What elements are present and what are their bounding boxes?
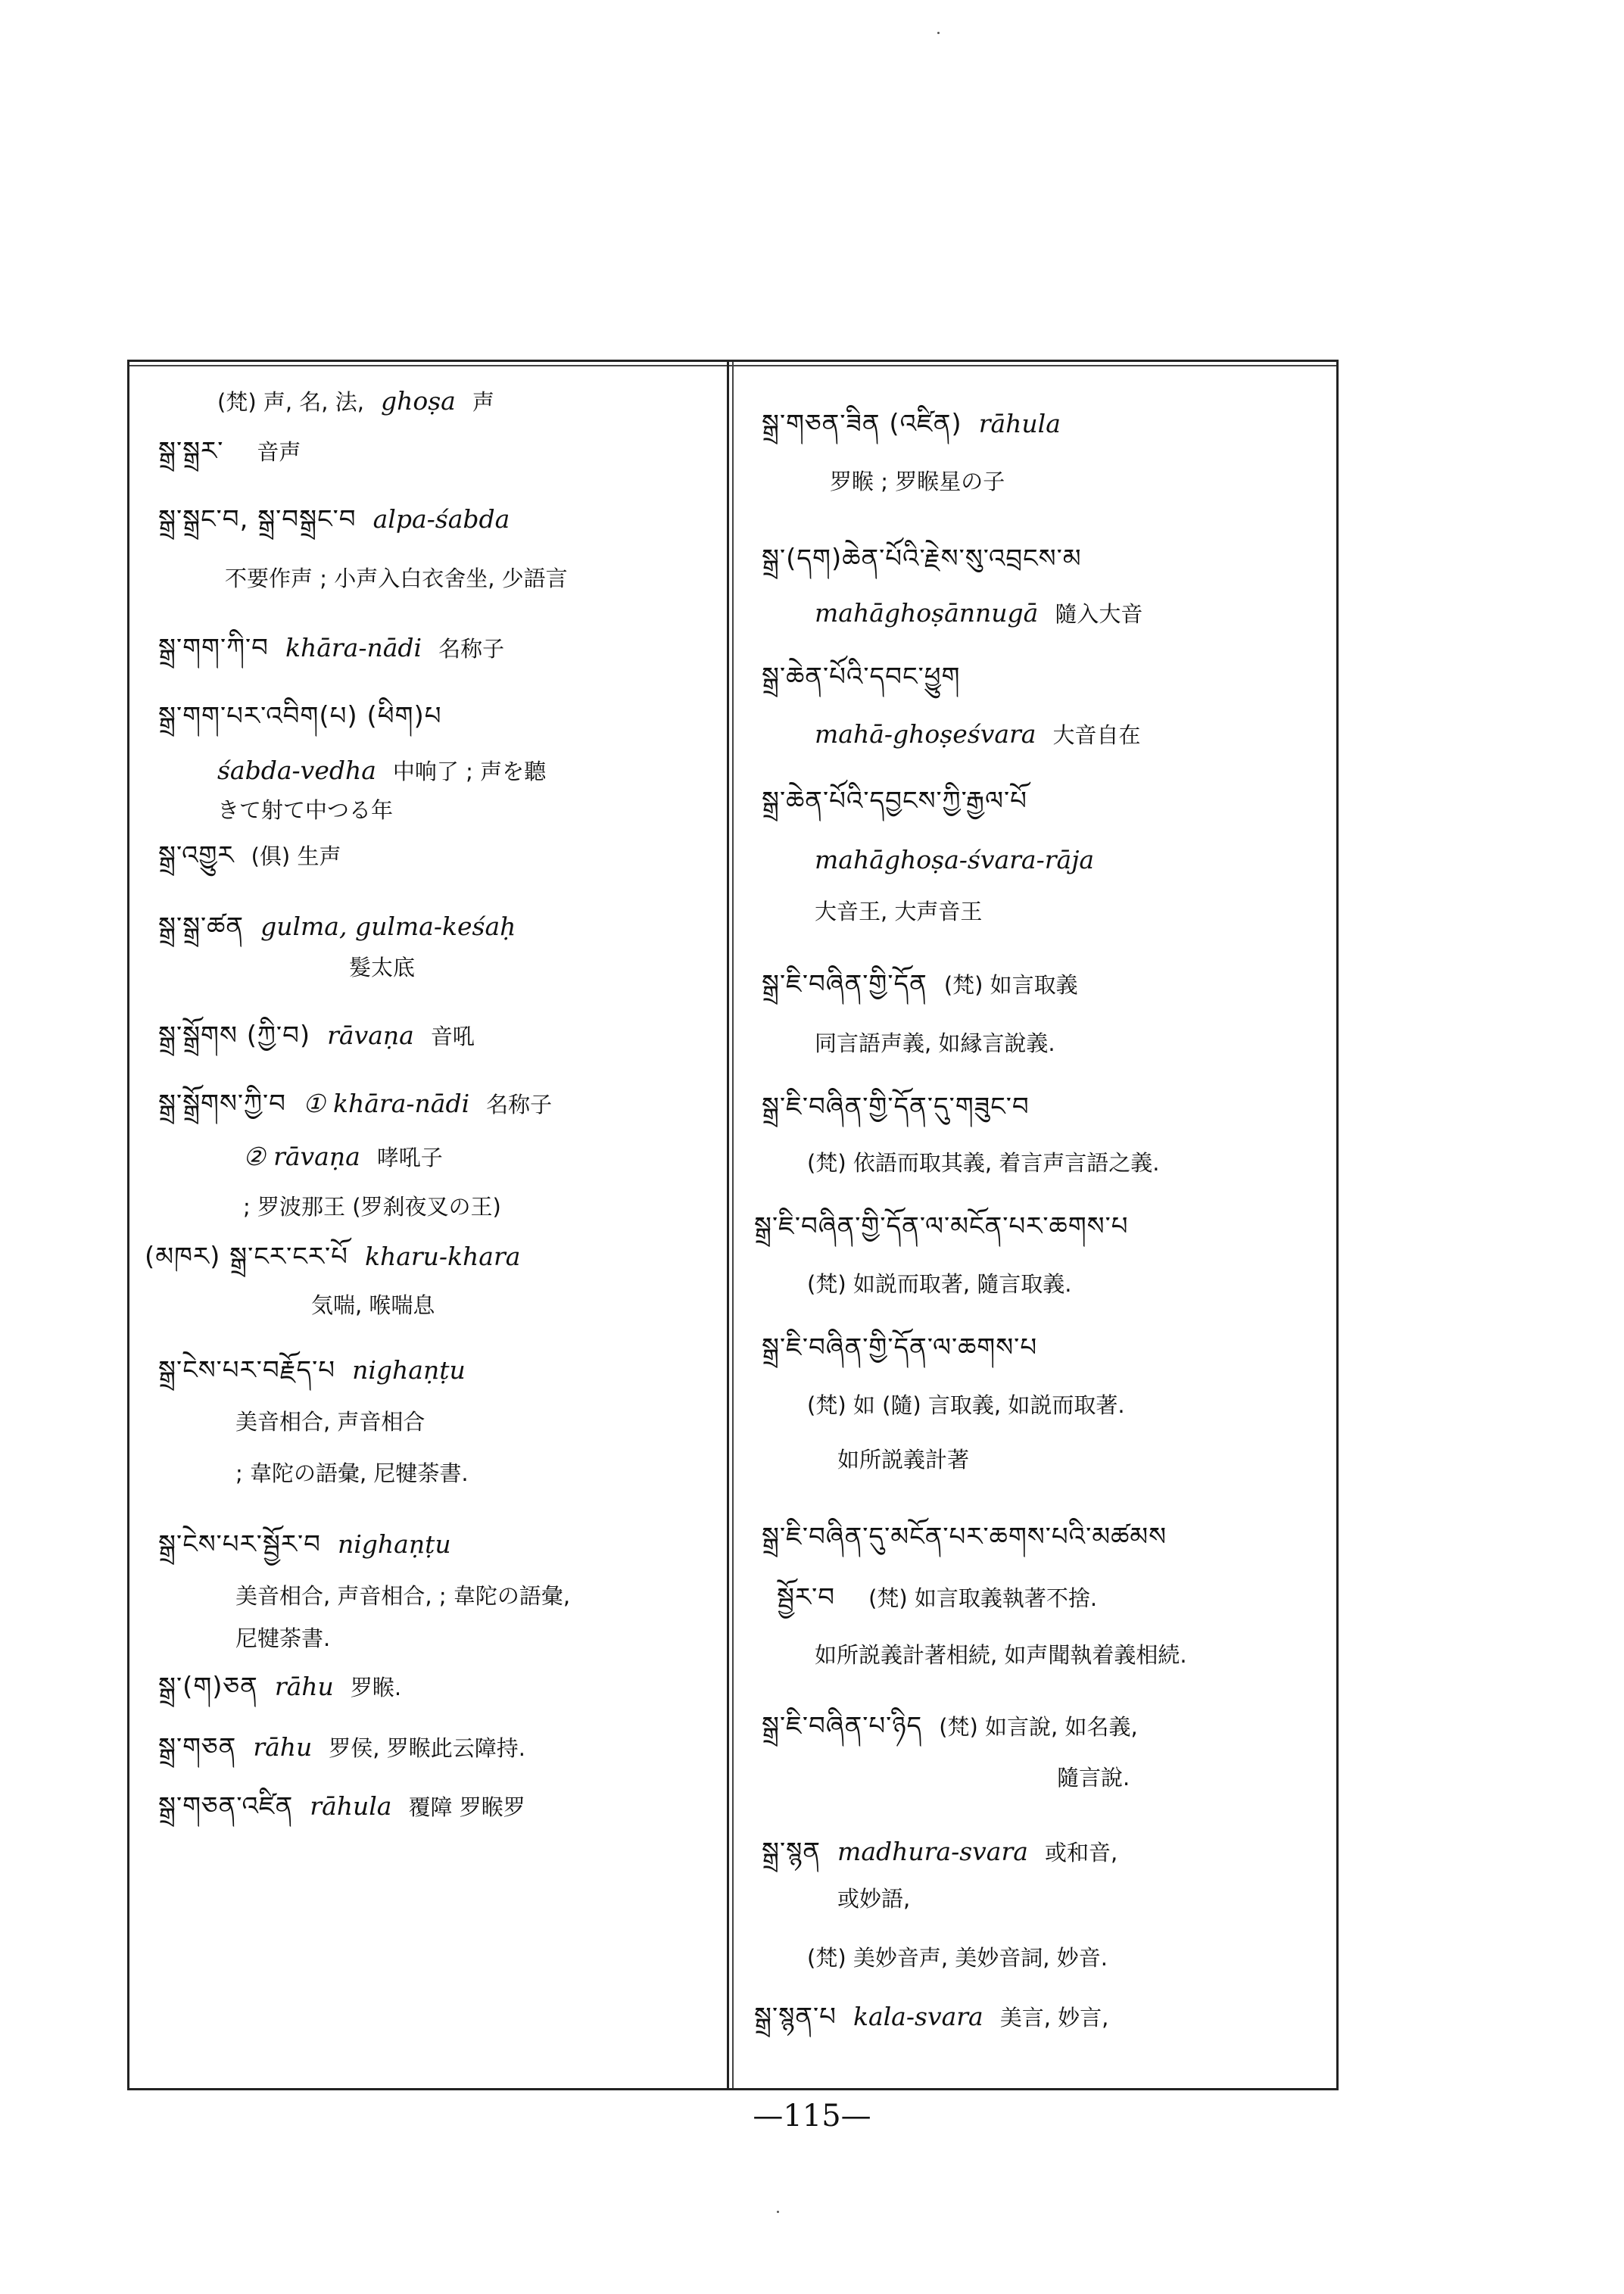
entry-line: 同言語声義, 如縁言說義. (815, 1030, 1055, 1056)
entry-line: (梵) 美妙音声, 美妙音詞, 妙音. (807, 1945, 1108, 1971)
entry-line: 隨言說. (1057, 1765, 1130, 1791)
entry-line: སྒྲ་ཇི་བཞིན་གྱི་དོན་དུ་གཟུང་བ (762, 1092, 1030, 1122)
entry-line: mahāghoṣa-śvara-rāja (815, 845, 1095, 874)
entry-line: སྒྲ་ཆེན་པོའི་དབྱངས་ཀྱི་རྒྱལ་པོ (762, 786, 1027, 816)
entry-line: きて射て中つる年 (217, 797, 394, 823)
entry-line: mahāghoṣānnugā 隨入大音 (815, 598, 1143, 628)
right-column (731, 362, 1339, 2088)
entry-line: mahā-ghoṣeśvara 大音自在 (815, 719, 1141, 749)
entry-line: སྒྲ་ངེས་པར་སྦྱོར་བ nighaṇṭu (158, 1529, 451, 1560)
entry-line: śabda-vedha 中响了 ; 声を聽 (217, 756, 547, 785)
entry-line: སྒྲ་ཇི་བཞིན་པ་ཉིད (梵) 如言說, 如名義, (762, 1711, 1138, 1741)
entry-line: སྒྲ་སྒྲོགས (ཀྱི་བ) rāvaṇa 音吼 (158, 1021, 475, 1051)
dictionary-table (127, 360, 1339, 2090)
entry-line: ② rāvaṇa 哮吼子 (243, 1142, 443, 1171)
entry-line: ; 韋陀の語彙, 尼犍荼書. (235, 1460, 469, 1486)
entry-line: ; 罗波那王 (罗刹夜叉の王) (243, 1194, 501, 1220)
entry-line: (མཁར) སྒྲ་ངར་ངར་པོ kharu-khara (145, 1242, 521, 1272)
entry-line: 美音相合, 声音相合, ; 韋陀の語彙, (235, 1583, 571, 1609)
entry-line: སྒྲ་གཅན་ཟིན (འཛིན) rāhula (762, 409, 1061, 439)
entry-line: སྒྲ་གག་ཀི་བ khāra-nādi 名称子 (158, 633, 505, 663)
entry-line: (梵) 依語而取其義, 着言声言語之義. (807, 1150, 1160, 1176)
entry-line: སྒྲ་ཇི་བཞིན་དུ་མངོན་པར་ཆགས་པའི་མཚམས (762, 1522, 1167, 1552)
page-number: —115— (753, 2099, 871, 2133)
entry-line: སྒྲ་གཅན rāhu 罗侯, 罗睺此云障持. (158, 1732, 525, 1763)
entry-line: 気喘, 喉喘息 (311, 1292, 435, 1318)
entry-line: སྒྲ་ཇི་བཞིན་གྱི་དོན་ལ་ཆགས་པ (762, 1332, 1038, 1363)
entry-line: 美音相合, 声音相合 (235, 1409, 425, 1435)
entry-line: སྒྲ་གག་པར་འབིག(པ) (ཕིག)པ (158, 701, 442, 731)
entry-line: 大音王, 大声音王 (815, 899, 983, 924)
scan-speck (777, 2211, 779, 2213)
entry-line: 如所説義計著 (837, 1447, 970, 1473)
scan-speck (937, 32, 940, 34)
entry-line: སྒྲ་སྙན madhura-svara 或和音, (762, 1837, 1118, 1867)
entry-line: སྒྲ་གཅན་འཛིན rāhula 覆障 罗睺罗 (158, 1791, 525, 1822)
entry-line: སྦྱོར་བ (梵) 如言取義執著不捨. (777, 1582, 1098, 1613)
entry-line: 如所説義計著相続, 如声聞執着義相続. (815, 1642, 1187, 1668)
entry-line: 髮太底 (349, 955, 416, 980)
entry-line: 或妙語, (837, 1886, 911, 1912)
entry-line: སྒྲ་ཇི་བཞིན་གྱི་དོན་ལ་མངོན་པར་ཆགས་པ (754, 1211, 1129, 1242)
entry-line: སྒྲ་(ག)ཅན rāhu 罗睺. (158, 1672, 402, 1702)
entry-line: (梵) 如 (隨) 言取義, 如説而取著. (807, 1392, 1125, 1418)
entry-line: སྒྲ་སྒྲོགས་ཀྱི་བ ① khāra-nādi 名称子 (158, 1089, 553, 1119)
entry-line: (梵) 声, 名, 法, ghoṣa 声 (217, 386, 494, 416)
entry-line: སྒྲ་(དག)ཆེན་པོའི་རྗེས་སུ་འབྲངས་མ (762, 544, 1082, 574)
entry-line: 罗睺 ; 罗睺星の子 (830, 469, 1005, 494)
entry-line: སྒྲ་སྒྲ་ཚན gulma, gulma-keśaḥ (158, 912, 516, 942)
entry-line: སྒྲ་སྙན་པ kala-svara 美言, 妙言, (754, 2002, 1109, 2032)
entry-line: སྒྲ་སྒྲང་བ, སྒྲ་བསྒྲང་བ alpa-śabda (158, 504, 510, 535)
entry-line: སྒྲ་ཇི་བཞིན་གྱི་དོན (梵) 如言取義 (762, 969, 1078, 999)
entry-line: (梵) 如説而取著, 隨言取義. (807, 1271, 1072, 1297)
entry-line: སྒྲ་ཆེན་པོའི་དབང་ཕྱུག (762, 662, 961, 692)
entry-line: སྒྲ་ངེས་པར་བརྗོད་པ nighaṇṭu (158, 1355, 466, 1385)
entry-line: 尼犍荼書. (235, 1625, 331, 1651)
entry-line: སྒྲ་སྒྲར་ 音声 (158, 436, 301, 466)
entry-line: སྒྲ་འགྱུར (俱) 生声 (158, 840, 341, 871)
column-divider (727, 362, 729, 2088)
entry-line: 不要作声 ; 小声入白衣舍坐, 少語言 (225, 566, 568, 591)
left-column (129, 362, 727, 2088)
